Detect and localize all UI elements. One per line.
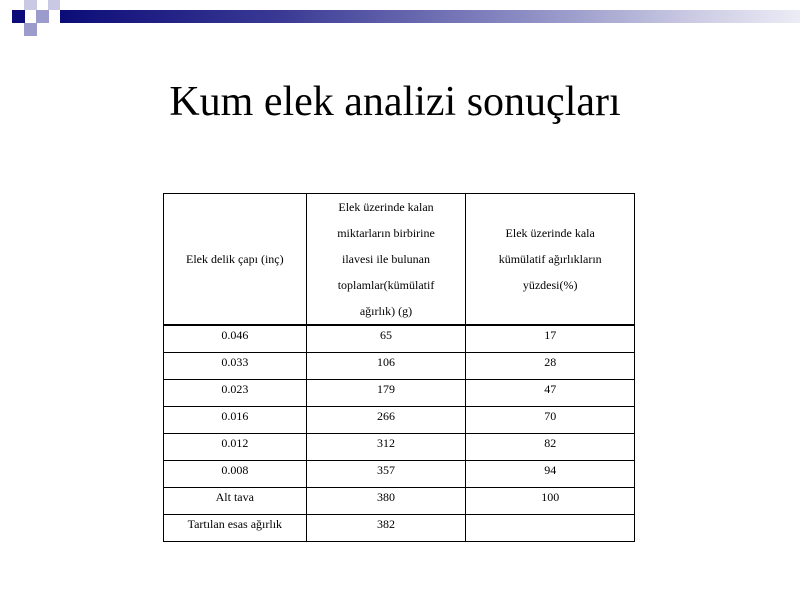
header-cumulative-weight: Elek üzerinde kalan miktarların birbirine ilavesi ile bulunan toplamlar(kümülatif ağırlık) (g): [306, 194, 466, 326]
header-gradient-bar: [60, 10, 800, 23]
cell-sieve-diameter: 0.046: [164, 325, 307, 353]
table-row: [164, 434, 635, 461]
cell-cumulative-percent: 82: [466, 434, 635, 461]
cell-sieve-diameter: 0.012: [164, 434, 307, 461]
decor-square: [12, 10, 25, 23]
cell-cumulative-weight: 357: [306, 461, 466, 488]
cell-cumulative-percent: [466, 515, 635, 542]
table-row: [164, 461, 635, 488]
cell-sieve-diameter: 0.033: [164, 353, 307, 380]
cell-cumulative-percent: 70: [466, 407, 635, 434]
cell-cumulative-percent: 47: [466, 380, 635, 407]
cell-sieve-diameter: 0.016: [164, 407, 307, 434]
cell-cumulative-percent: 100: [466, 488, 635, 515]
cell-cumulative-weight: 65: [306, 325, 466, 353]
cell-sieve-diameter: Alt tava: [164, 488, 307, 515]
decor-square: [36, 10, 49, 23]
table-row: [164, 488, 635, 515]
header-sieve-diameter: Elek delik çapı (inç): [164, 194, 307, 326]
cell-cumulative-weight: 312: [306, 434, 466, 461]
cell-sieve-diameter: Tartılan esas ağırlık: [164, 515, 307, 542]
decor-square: [24, 23, 37, 36]
cell-cumulative-percent: 28: [466, 353, 635, 380]
cell-sieve-diameter: 0.023: [164, 380, 307, 407]
table-header-row: [164, 194, 635, 326]
cell-cumulative-weight: 266: [306, 407, 466, 434]
cell-sieve-diameter: 0.008: [164, 461, 307, 488]
cell-cumulative-percent: 17: [466, 325, 635, 353]
sieve-analysis-table: [163, 193, 635, 542]
slide-title: Kum elek analizi sonuçları: [169, 79, 621, 125]
cell-cumulative-weight: 179: [306, 380, 466, 407]
decor-square: [24, 0, 37, 10]
table-row: [164, 353, 635, 380]
table-row: [164, 515, 635, 542]
header-decoration: [0, 0, 800, 40]
table-row: [164, 325, 635, 353]
table-row: [164, 380, 635, 407]
cell-cumulative-weight: 382: [306, 515, 466, 542]
table-row: [164, 407, 635, 434]
cell-cumulative-weight: 380: [306, 488, 466, 515]
header-cumulative-percent: Elek üzerinde kala kümülatif ağırlıkların yüzdesi(%): [466, 194, 635, 326]
cell-cumulative-weight: 106: [306, 353, 466, 380]
decor-square: [48, 0, 60, 10]
cell-cumulative-percent: 94: [466, 461, 635, 488]
